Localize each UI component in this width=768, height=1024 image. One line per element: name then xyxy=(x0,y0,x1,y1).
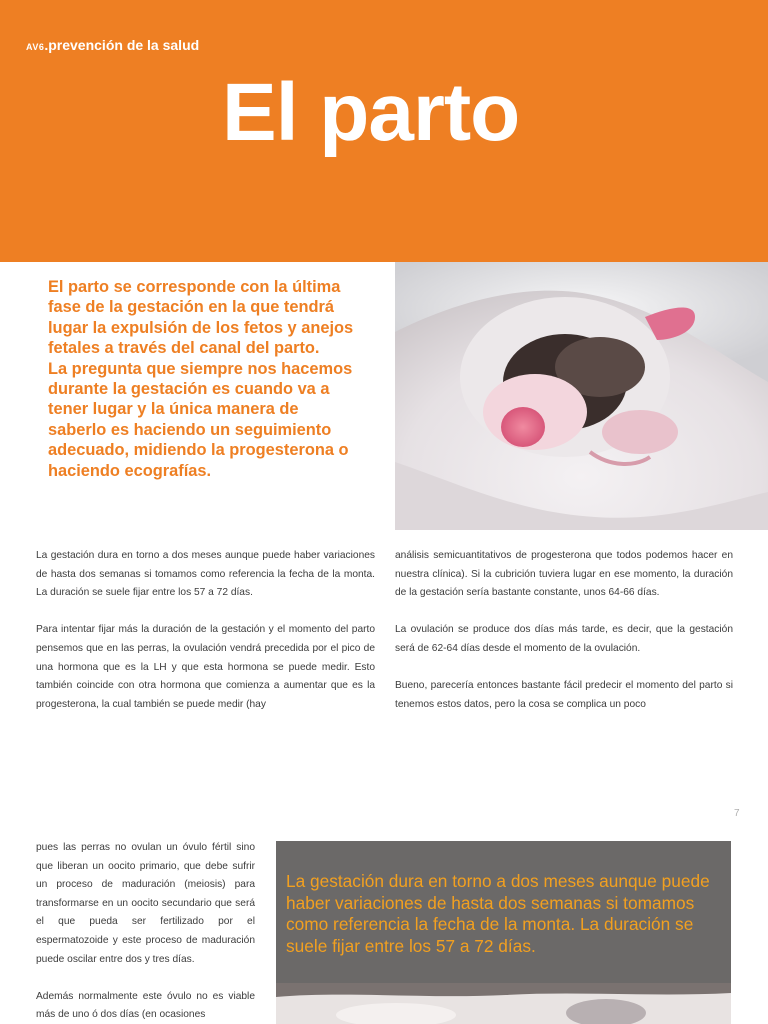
body-paragraph: Bueno, parecería entonces bastante fácil predecir el momento del parto si tenemos estos datos, pero la cosa se complica un poco xyxy=(395,680,733,710)
lead-text-1: El parto se corresponde con la última fase de la gestación en la que tendrá lugar la expulsión de los fetos y anejos fetales a través del canal del parto. xyxy=(48,278,354,358)
pull-quote-box xyxy=(276,841,731,983)
puppy-photo xyxy=(395,262,768,530)
body-column-left xyxy=(36,547,375,733)
body-paragraph: análisis semicuantitativos de progesterona que todos podemos hacer en nuestra clínica). Si la cubrición tuviera lugar en ese momento, la duración de la gestación sería bastante constante, unos 64-66 días. xyxy=(395,550,733,599)
bottom-photo xyxy=(276,983,731,1024)
lead-text-2: La pregunta que siempre nos hacemos durante la gestación es cuando va a tener lugar y la única manera de saberlo es haciendo un seguimiento adecuado, midiendo la progesterona o haciendo ecografías. xyxy=(48,359,353,480)
header-banner xyxy=(0,0,768,262)
section-tag xyxy=(26,37,199,53)
body-column-right xyxy=(395,547,733,733)
body-column-bottom xyxy=(36,839,255,1024)
page-number: 7 xyxy=(734,808,740,819)
page-title: El parto xyxy=(222,67,520,158)
section-label: .prevención de la salud xyxy=(44,37,200,53)
body-paragraph: La ovulación se produce dos días más tarde, es decir, que la gestación será de 62-64 días desde el momento de la ovulación. xyxy=(395,624,733,654)
body-paragraph: Para intentar fijar más la duración de la gestación y el momento del parto pensemos que en las perras, la ovulación vendrá precedida por el pico de una hormona que es la LH y que esta hormona se puede medir. Esto también coincide con otra hormona que comienza a aumentar que es la progesterona, la cual también se puede medir (hay xyxy=(36,624,375,710)
brand-logo: AV6 xyxy=(26,42,45,52)
body-paragraph: pues las perras no ovulan un óvulo fértil sino que liberan un oocito primario, que debe sufrir un proceso de maduración (meiosis) para transformarse en un oocito secundario que será el que pueda ser fertilizado por el espermatozoide y este proceso de maduración puede oscilar entre dos y tres días. xyxy=(36,842,255,965)
lead-paragraph xyxy=(48,277,358,481)
body-paragraph: Además normalmente este óvulo no es viable más de uno ó dos días (en ocasiones xyxy=(36,990,255,1021)
body-paragraph: La gestación dura en torno a dos meses aunque puede haber variaciones de hasta dos semanas si tomamos como referencia la fecha de la monta. La duración se suele fijar entre los 57 a 72 días. xyxy=(36,550,375,599)
pull-quote-text: La gestación dura en torno a dos meses aunque puede haber variaciones de hasta dos semanas si tomamos como referencia la fecha de la monta. La duración se suele fijar entre los 57 a 72 días. xyxy=(286,871,710,956)
